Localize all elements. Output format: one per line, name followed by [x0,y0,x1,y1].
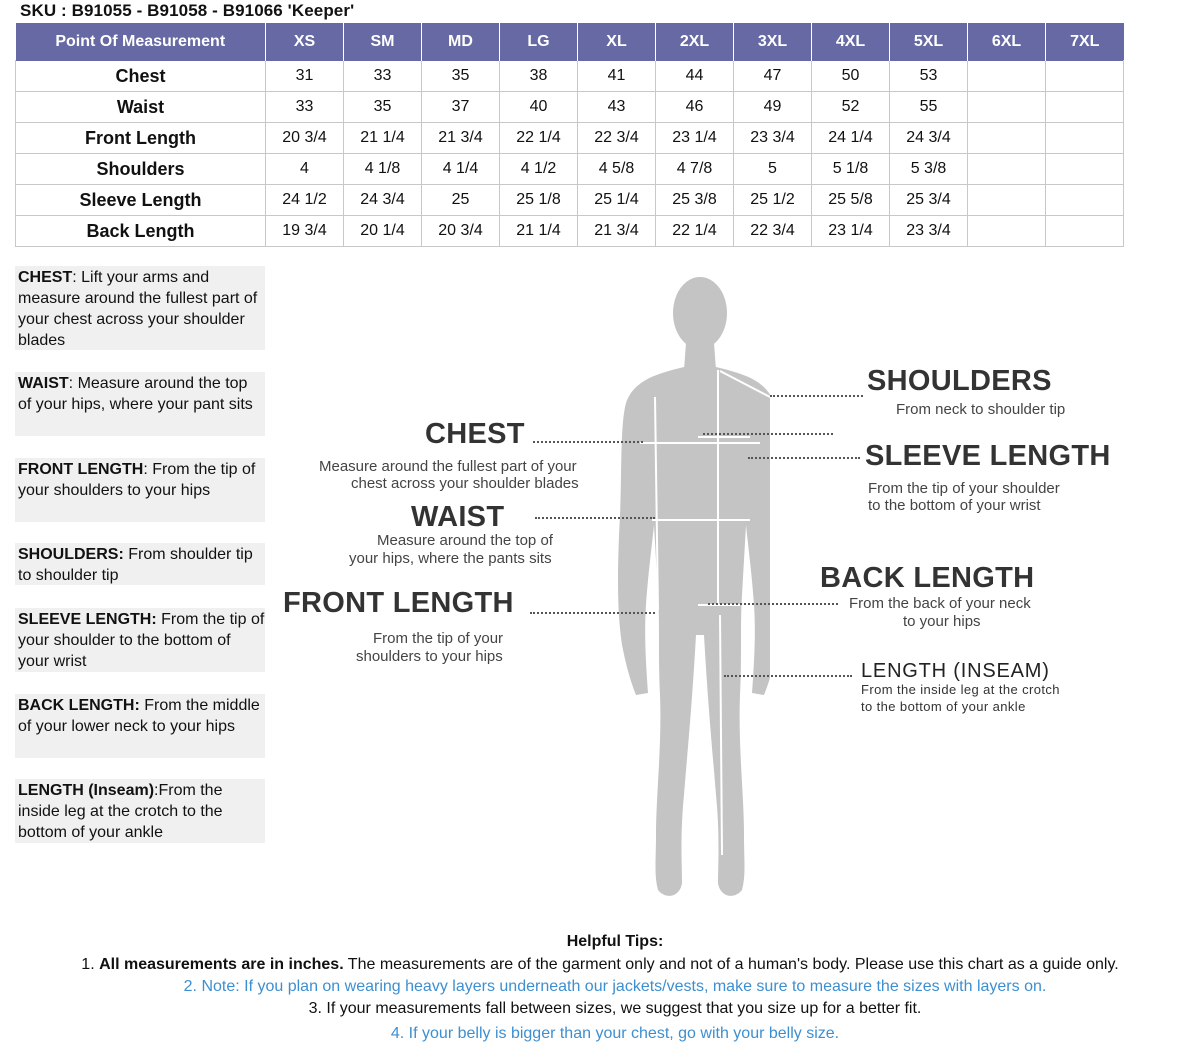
measurement-value: 23 3/4 [734,123,812,154]
measurement-value [1046,154,1124,185]
header-size: XL [578,23,656,61]
table-row [16,154,1124,185]
measurement-value: 33 [266,92,344,123]
diagram-chest-title: CHEST [425,418,525,450]
definition-term: BACK LENGTH: [18,697,140,714]
diagram-sleeve-length-desc-2: to the bottom of your wrist [868,497,1041,514]
tip-1-rest: The measurements are of the garment only and not of a human's body. Please use this chart as a guide only. [343,956,1119,973]
definition-waist [15,372,265,436]
measurement-value: 53 [890,61,968,92]
measurement-value: 20 3/4 [266,123,344,154]
tip-1 [0,956,1200,974]
measurement-value: 25 1/8 [500,185,578,216]
measurement-value: 25 [422,185,500,216]
measurement-value: 4 5/8 [578,154,656,185]
measurement-value: 33 [344,61,422,92]
measurement-value: 40 [500,92,578,123]
definition-text: From the middle of your lower neck to your hips [18,697,260,735]
measurement-value: 25 5/8 [812,185,890,216]
definition-term: LENGTH (Inseam) [18,782,155,799]
measurement-value: 21 3/4 [578,216,656,247]
definition-text: : From the tip of your shoulders to your hips [18,461,256,499]
measurement-value [1046,185,1124,216]
definition-text: :From the inside leg at the crotch to the bottom of your ankle [18,782,223,841]
measurement-name: Waist [16,92,266,123]
table-row [16,92,1124,123]
measurement-value: 23 1/4 [656,123,734,154]
measurement-value: 22 1/4 [500,123,578,154]
measurement-value: 24 3/4 [344,185,422,216]
measurement-value: 35 [422,61,500,92]
table-header-row [16,23,1124,61]
tip-1-prefix: 1. [81,956,100,973]
diagram-shoulders-title: SHOULDERS [867,365,1052,397]
measurement-value [968,92,1046,123]
diagram-back-length-title: BACK LENGTH [820,562,1035,594]
definition-term: SHOULDERS: [18,546,124,563]
inseam-leader-line [724,675,852,677]
definition-back-length [15,694,265,758]
measurement-name: Front Length [16,123,266,154]
header-size: LG [500,23,578,61]
measurement-value [1046,216,1124,247]
measurement-value [968,185,1046,216]
measurement-value: 4 1/4 [422,154,500,185]
header-size: 3XL [734,23,812,61]
chest-right-leader-line [703,433,833,435]
header-size: 5XL [890,23,968,61]
waist-leader-line [535,517,655,519]
measurement-value: 4 1/8 [344,154,422,185]
measurement-value: 47 [734,61,812,92]
measurement-value: 4 1/2 [500,154,578,185]
diagram-inseam-title: LENGTH (INSEAM) [861,660,1050,682]
table-row [16,216,1124,247]
definition-text: From the tip of your shoulder to the bottom of your wrist [18,611,265,670]
measurement-value: 21 3/4 [422,123,500,154]
measurement-value: 37 [422,92,500,123]
measurement-value: 24 1/4 [812,123,890,154]
back-length-leader-line [708,603,838,605]
measurement-value: 25 3/8 [656,185,734,216]
tip-4: 4. If your belly is bigger than your chest, go with your belly size. [390,1025,840,1042]
definition-text: : Measure around the top of your hips, where your pant sits [18,375,253,413]
sleeve-length-leader-line [748,457,860,459]
size-chart-table [15,23,1124,247]
measurement-value [1046,123,1124,154]
table-row [16,185,1124,216]
diagram-front-length-title: FRONT LENGTH [283,587,514,619]
diagram-sleeve-length-title: SLEEVE LENGTH [865,440,1111,472]
header-size: 4XL [812,23,890,61]
header-size: 2XL [656,23,734,61]
diagram-sleeve-length-desc-1: From the tip of your shoulder [868,480,1060,497]
measurement-value [968,154,1046,185]
definition-term: WAIST [18,375,69,392]
header-point-of-measurement: Point Of Measurement [16,23,266,61]
measurement-value: 41 [578,61,656,92]
measurement-value: 24 3/4 [890,123,968,154]
measurement-value: 4 [266,154,344,185]
diagram-chest-desc-2: chest across your shoulder blades [351,475,579,492]
measurement-value: 5 1/8 [812,154,890,185]
header-size: XS [266,23,344,61]
definition-chest [15,266,265,350]
measurement-value: 5 3/8 [890,154,968,185]
definition-text: From shoulder tip to shoulder tip [18,546,253,584]
measurement-value [968,61,1046,92]
definition-term: SLEEVE LENGTH: [18,611,157,628]
diagram-front-length-desc-1: From the tip of your [373,630,504,647]
diagram-front-length-desc-2: shoulders to your hips [356,648,503,665]
measurement-value: 35 [344,92,422,123]
tips-heading: Helpful Tips: [566,933,664,950]
body-silhouette-figure [600,275,770,905]
measurement-value: 20 3/4 [422,216,500,247]
measurement-value: 44 [656,61,734,92]
diagram-inseam-desc-1: From the inside leg at the crotch [861,682,1060,697]
measurement-value: 25 1/4 [578,185,656,216]
measurement-name: Chest [16,61,266,92]
header-size: 7XL [1046,23,1124,61]
header-size: SM [344,23,422,61]
shoulders-leader-line [770,395,863,397]
measurement-value: 21 1/4 [500,216,578,247]
tip-2: 2. Note: If you plan on wearing heavy layers underneath our jackets/vests, make sure to measure the sizes with layers on. [183,978,1047,995]
definition-term: FRONT LENGTH [18,461,144,478]
measurement-value: 4 7/8 [656,154,734,185]
measurement-value: 20 1/4 [344,216,422,247]
measurement-name: Sleeve Length [16,185,266,216]
measurement-value: 23 1/4 [812,216,890,247]
header-size: 6XL [968,23,1046,61]
measurement-value [1046,61,1124,92]
table-row [16,61,1124,92]
measurement-value: 19 3/4 [266,216,344,247]
tip-1-bold: All measurements are in inches. [99,956,344,973]
definition-shoulders [15,543,265,585]
measurement-value: 21 1/4 [344,123,422,154]
chest-leader-line [533,441,643,443]
diagram-back-length-desc-1: From the back of your neck [849,595,1031,612]
definition-text: : Lift your arms and measure around the fullest part of your chest across your shoulder blades [18,269,258,349]
measurement-value: 22 1/4 [656,216,734,247]
diagram-chest-desc-1: Measure around the fullest part of your [319,458,577,475]
measurement-value: 23 3/4 [890,216,968,247]
definition-inseam [15,779,265,843]
diagram-waist-desc-2: your hips, where the pants sits [349,550,552,567]
diagram-inseam-desc-2: to the bottom of your ankle [861,699,1026,714]
measurement-name: Back Length [16,216,266,247]
diagram-shoulders-desc-1: From neck to shoulder tip [896,401,1066,418]
measurement-value: 52 [812,92,890,123]
measurement-value: 43 [578,92,656,123]
measurement-value: 55 [890,92,968,123]
table-row [16,123,1124,154]
measurement-value: 25 1/2 [734,185,812,216]
header-size: MD [422,23,500,61]
measurement-value: 38 [500,61,578,92]
measurement-value [1046,92,1124,123]
diagram-waist-desc-1: Measure around the top of [377,532,553,549]
diagram-waist-title: WAIST [411,501,505,533]
measurement-value [968,216,1046,247]
measurement-value: 24 1/2 [266,185,344,216]
sku-title: SKU : B91055 - B91058 - B91066 'Keeper' [20,1,355,20]
measurement-value: 22 3/4 [578,123,656,154]
diagram-back-length-desc-2: to your hips [903,613,981,630]
measurement-value: 46 [656,92,734,123]
definition-sleeve-length [15,608,265,672]
front-length-leader-line [530,612,655,614]
measurement-value: 49 [734,92,812,123]
tip-3: 3. If your measurements fall between sizes, we suggest that you size up for a better fit. [308,1000,922,1017]
measurement-value [968,123,1046,154]
measurement-value: 50 [812,61,890,92]
measurement-value: 5 [734,154,812,185]
definition-term: CHEST [18,269,73,286]
measurement-value: 22 3/4 [734,216,812,247]
measurement-value: 31 [266,61,344,92]
measurement-name: Shoulders [16,154,266,185]
definition-front-length [15,458,265,522]
measurement-value: 25 3/4 [890,185,968,216]
